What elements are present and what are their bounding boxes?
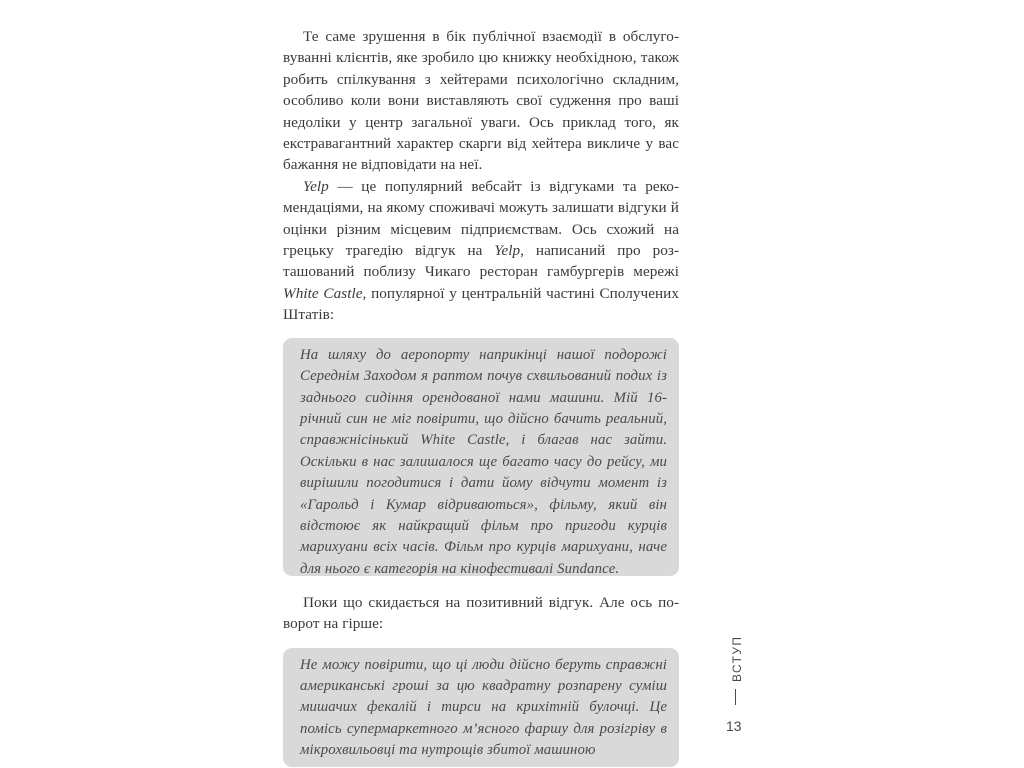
review-quote-2: Не можу повірити, що ці люди дійсно беруть справжні американські гроші за цю квадратну розпарену суміш мишачих фекалій і тирси на крихітній булочці. Це помісь супермаркетного м’ясного фаршу для розігріву в мікрохвильовці та нутрощів збитої машиною: [300, 656, 667, 759]
paragraph-2-text-c: , популярної у центральній частині Сполучених Штатів:: [283, 284, 679, 324]
section-label: [729, 636, 749, 706]
review-quote-1: На шляху до аеропорту наприкінці нашої подорожі Середнім Заходом я раптом почув схвильований подих із заднього сидіння орендованої нами машини. Мій 16-річний син не міг повірити, що дійсно бачить реальний, справжнісінький White Castle, і благав нас зайти. Оскільки в нас залишалося ще багато часу до рейсу, ми вирішили погодитися і дати йому відчути момент із «Гарольд і Кумар відриваються», фільму, який він відстоює як найкращий фільм про пригоди курців марихуани всіх часів. Фільм про курців марихуани, наче для нього є категорія на кінофестивалі Sundance.: [300, 346, 667, 577]
yelp-italic: Yelp: [303, 177, 329, 195]
text-column: [283, 26, 679, 767]
white-castle-italic: White Castle: [283, 284, 363, 302]
page-number: 13: [726, 718, 742, 734]
section-label-text: ВСТУП: [730, 635, 744, 682]
paragraph-2-text-a: — це популярний вебсайт із відгуками та рекомендаціями, на якому споживачі можуть залишати відгуки й оцінки різним місцевим підприємствам. Ось схожий на грецьку трагедію відгук на: [283, 177, 679, 260]
section-divider: [735, 689, 736, 705]
body-paragraph-1: Те саме зрушення в бік публічної взаємодії в обслуговуванні клієнтів, яке зробило цю книжку необхідною, також робить спілкування з хейтерами психологічно складним, особливо коли вони виставляють свої судження про ваші недоліки у центр загальної уваги. Ось приклад того, як екстравагантний характер скарги від хейтера викличе у вас бажання не відповідати на неї.: [283, 28, 679, 174]
paragraph-2-text-b: , написаний про розташований поблизу Чикаго ресторан гамбургерів мережі: [283, 242, 679, 281]
review-quote-box-2: [283, 648, 679, 767]
review-quote-box-1: [283, 338, 679, 576]
yelp-italic-2: Yelp: [494, 242, 521, 260]
body-paragraph-2: [283, 176, 679, 326]
body-paragraph-3: Поки що скидається на позитивний відгук. Але ось поворот на гірше:: [283, 593, 679, 633]
